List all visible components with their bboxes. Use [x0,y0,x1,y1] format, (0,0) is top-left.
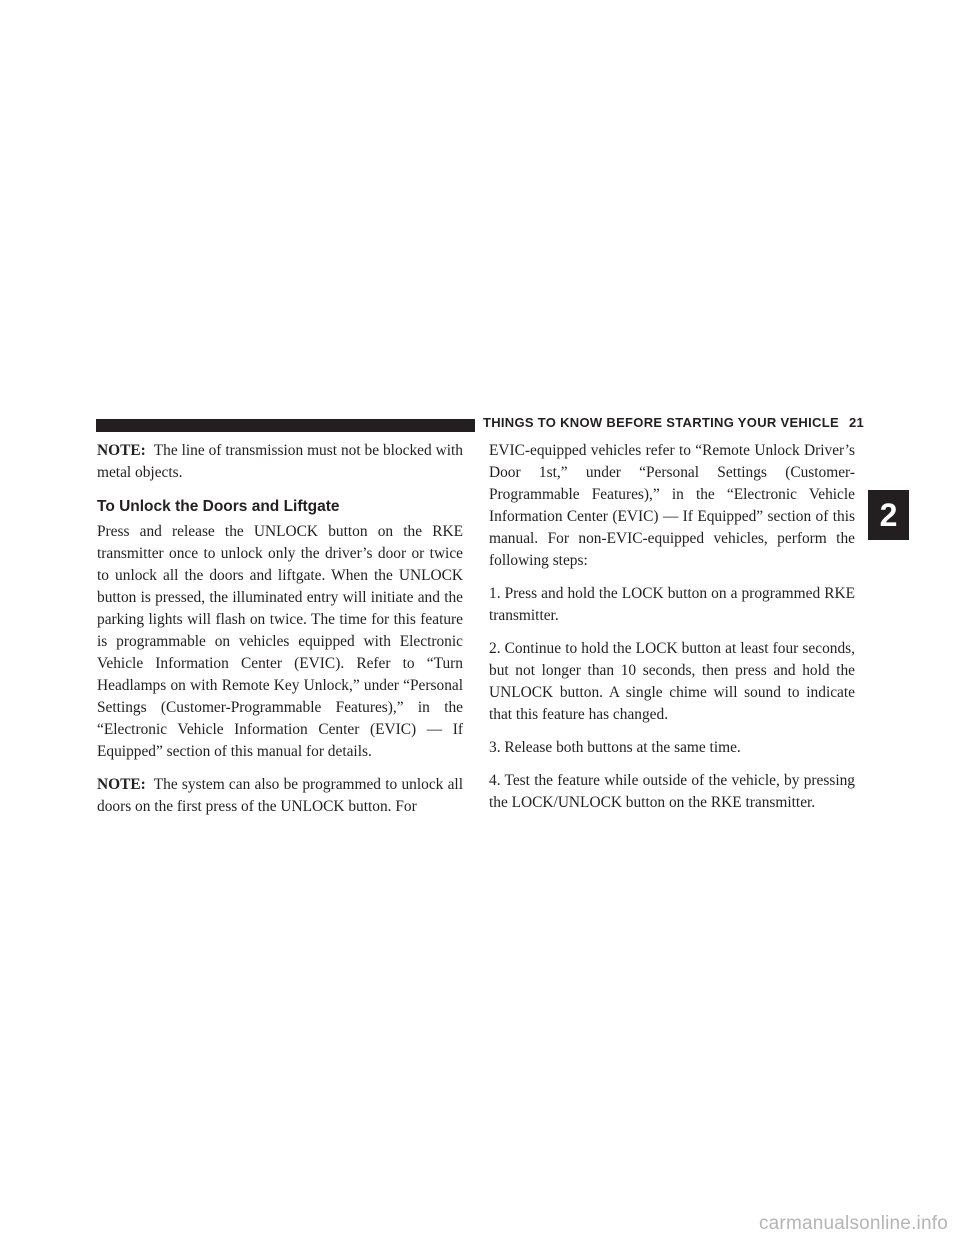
note-text: The line of transmission must not be blocked with metal objects. [97,442,463,481]
step-item: 4. Test the feature while outside of the vehicle, by pressing the LOCK/UNLOCK button on the RKE transmitter. [489,772,855,811]
step-item: 2. Continue to hold the LOCK button at least four seconds, but not longer than 10 seconds, then press and hold the UNLOCK button. A single chime will sound to indicate that this feature has changed. [489,640,855,723]
step-item: 3. Release both buttons at the same time. [489,739,741,756]
section-tab: 2 [868,490,909,540]
header-title: THINGS TO KNOW BEFORE STARTING YOUR VEHICLE [482,415,839,430]
page-number: 21 [848,415,864,430]
running-header [475,412,864,434]
note-transmission [97,440,463,484]
left-column [97,440,463,829]
step-item: 1. Press and hold the LOCK button on a programmed RKE transmitter. [489,585,855,624]
evic-intro-paragraph: EVIC-equipped vehicles refer to “Remote Unlock Driver’s Door 1st,” under “Personal Settings (Customer-Programmable Features),” in the “Electronic Vehicle Information Center (EVIC) — If Equipped” section of this manual. For non-EVIC-equipped vehicles, perform the following steps: [489,442,855,569]
section-heading: To Unlock the Doors and Liftgate [97,498,340,515]
note-programming [97,774,463,818]
unlock-paragraph: Press and release the UNLOCK button on the RKE transmitter once to unlock only the driver’s door or twice to unlock all the doors and liftgate. When the UNLOCK button is pressed, the illuminated entry will initiate and the parking lights will flash on twice. The time for this feature is programmable on vehicles equipped with Electronic Vehicle Information Center (EVIC). Refer to “Turn Headlamps on with Remote Key Unlock,” under “Personal Settings (Customer-Programmable Features),” in the “Electronic Vehicle Information Center (EVIC) — If Equipped” section of this manual for details. [97,523,463,760]
note-label: NOTE: [97,442,146,459]
right-column [489,440,855,825]
note-text: The system can also be programmed to unlock all doors on the first press of the UNLOCK button. For [97,776,463,815]
note-label: NOTE: [97,776,146,793]
watermark: carmanualsonline.info [758,1213,948,1234]
